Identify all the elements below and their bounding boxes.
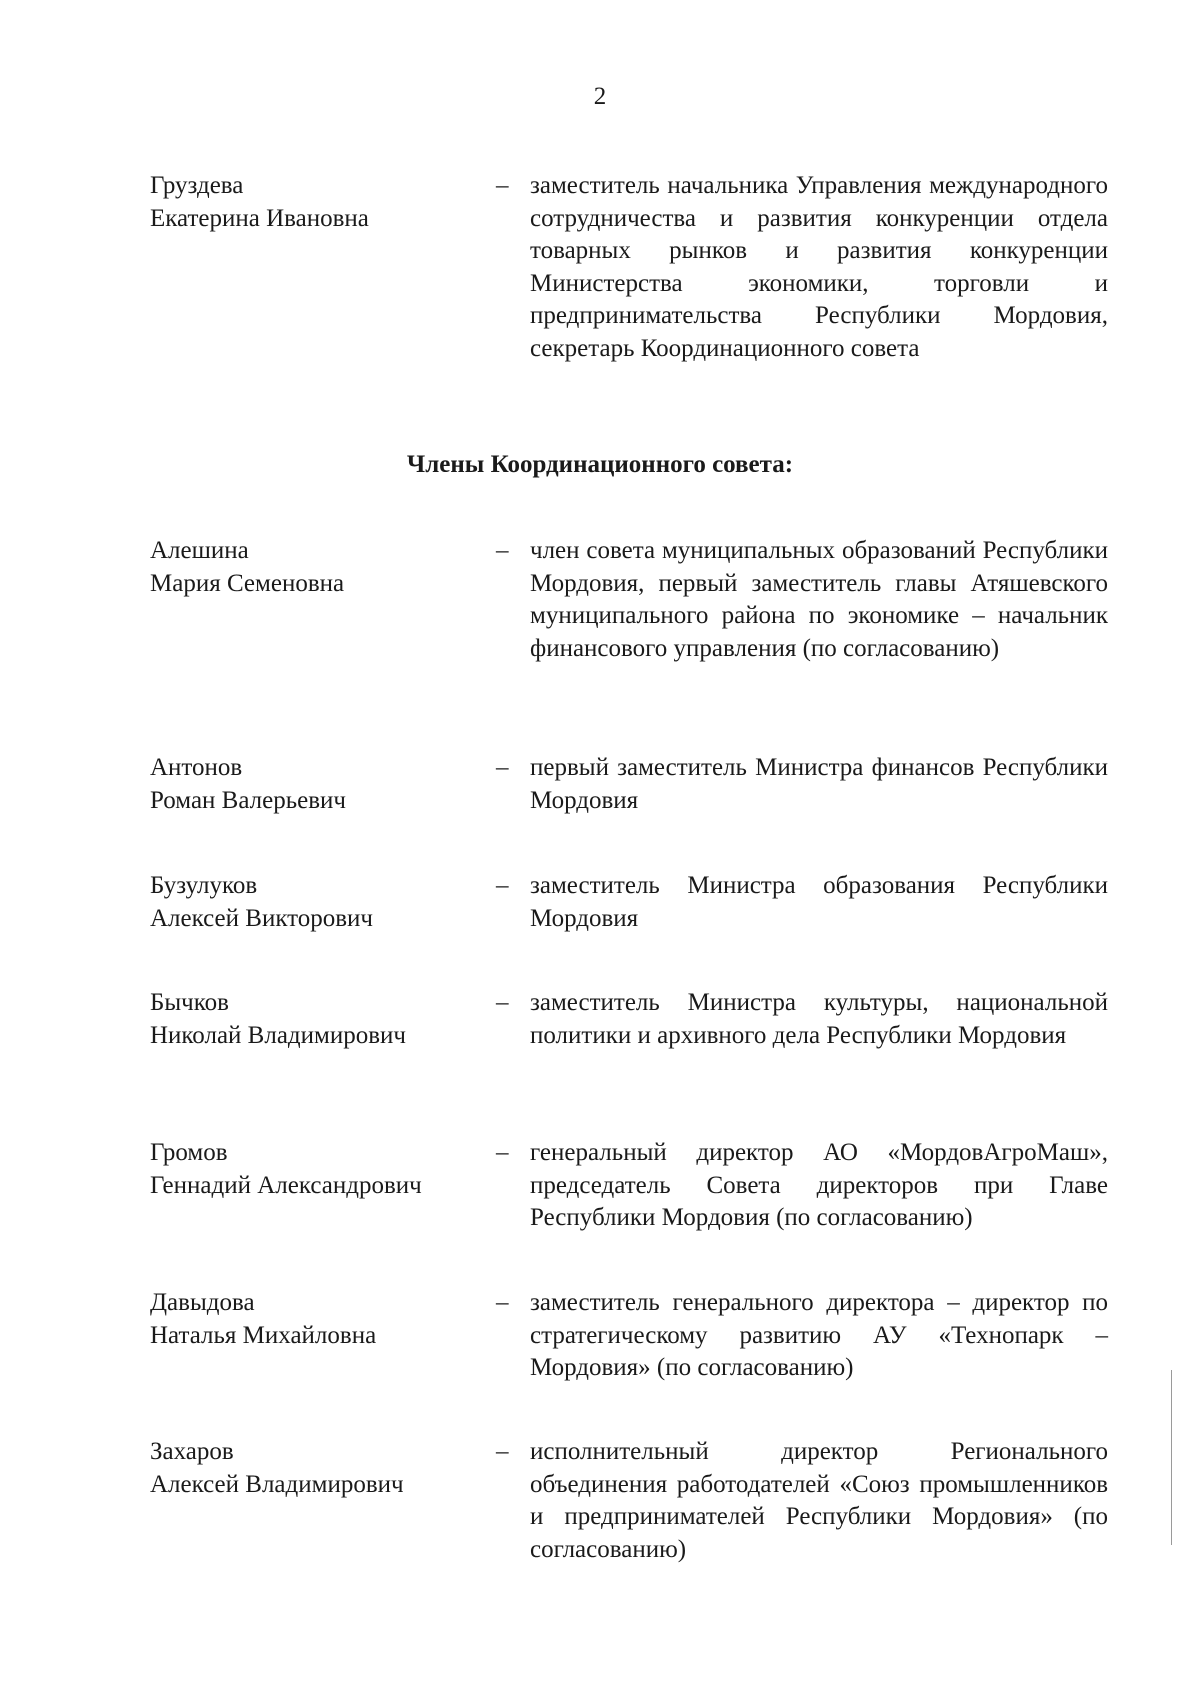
member-role: заместитель Министра образования Республики Мордовия [530,872,1108,932]
dash-separator: – [496,1289,509,1316]
member-given-names: Наталья Михайловна [150,1321,377,1349]
member-given-names: Алексей Владимирович [150,1470,404,1498]
member-given-names: Николай Владимирович [150,1021,406,1049]
dash-separator: – [496,1139,509,1166]
member-role: генеральный директор АО «МордовАгроМаш», председатель Совета директоров при Главе Республики Мордовия (по согласованию) [530,1139,1108,1231]
member-given-names: Екатерина Ивановна [150,204,369,232]
dash-separator: – [496,872,509,899]
member-name [150,870,490,935]
scan-margin-line [1171,1370,1172,1545]
member-surname: Бычков [150,989,229,1016]
dash-separator: – [496,1438,509,1465]
member-given-names: Роман Валерьевич [150,786,346,814]
member-role: заместитель генерального директора – директор по стратегическому развитию АУ «Технопарк – Мордовия» (по согласованию) [530,1289,1108,1381]
member-name [150,1436,490,1501]
member-name [150,1137,490,1202]
page-number: 2 [593,83,607,110]
member-surname: Громов [150,1139,228,1166]
member-given-names: Алексей Викторович [150,904,373,932]
member-given-names: Мария Семеновна [150,569,345,597]
member-surname: Давыдова [150,1289,255,1316]
dash-separator: – [496,537,509,564]
dash-separator: – [496,989,509,1016]
member-role: исполнительный директор Регионального объединения работодателей «Союз промышленников и предпринимателей Республики Мордовия» (по согласованию) [530,1438,1108,1563]
member-role: первый заместитель Министра финансов Республики Мордовия [530,754,1108,814]
member-role: заместитель начальника Управления международного сотрудничества и развития конкуренции отдела товарных рынков и развития конкуренции Министерства экономики, торговли и предпринимательства Республики Мордовия, секретарь Координационного совета [530,172,1108,362]
member-given-names: Геннадий Александрович [150,1171,422,1199]
member-name [150,1287,490,1352]
member-name [150,170,490,235]
member-role: заместитель Министра культуры, национальной политики и архивного дела Республики Мордовия [530,989,1108,1049]
member-name [150,535,490,600]
member-role: член совета муниципальных образований Республики Мордовия, первый заместитель главы Атяшевского муниципального района по экономике – начальник финансового управления (по согласованию) [530,537,1108,662]
dash-separator: – [496,172,509,199]
member-surname: Алешина [150,537,249,564]
member-surname: Антонов [150,754,243,781]
member-surname: Груздева [150,172,244,199]
member-surname: Захаров [150,1438,234,1465]
dash-separator: – [496,754,509,781]
member-name [150,987,490,1052]
member-surname: Бузулуков [150,872,258,899]
section-heading: Члены Координационного совета: [406,451,794,478]
member-name [150,752,490,817]
